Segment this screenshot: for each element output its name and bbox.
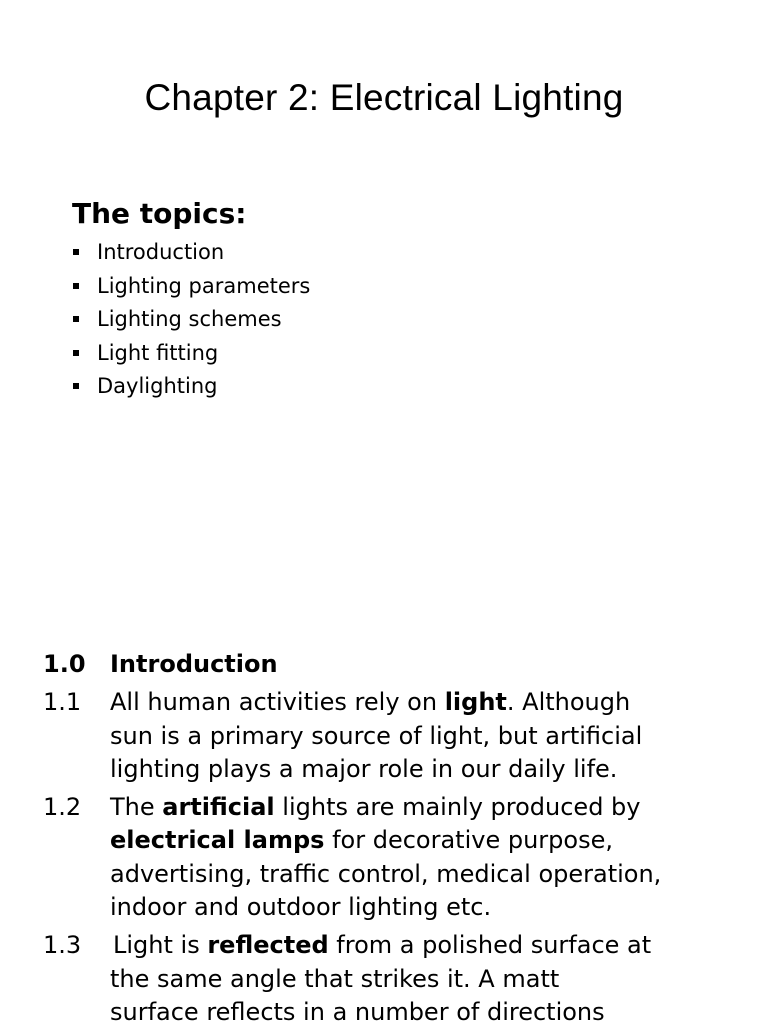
paragraph-line: surface reflects in a number of directions xyxy=(110,997,605,1024)
paragraph-number: 1.2 xyxy=(43,793,82,822)
paragraph-1-2 xyxy=(43,791,748,924)
paragraph-1-3 xyxy=(43,929,748,1024)
text-run: lights are mainly produced by xyxy=(274,793,641,822)
section-heading-row xyxy=(43,648,748,681)
text-run: All human activities rely on xyxy=(110,688,445,717)
text-run: Light is xyxy=(113,931,208,960)
topic-label: Daylighting xyxy=(97,374,218,398)
paragraph-line xyxy=(110,929,748,962)
topic-item xyxy=(72,271,310,305)
chapter-title: Chapter 2: Electrical Lighting xyxy=(144,77,624,118)
paragraph-line xyxy=(110,791,748,824)
paragraph-line: sun is a primary source of light, but artificial xyxy=(110,721,643,750)
topic-label: Lighting parameters xyxy=(97,273,311,298)
bold-term: reflected xyxy=(207,931,329,960)
text-run: . Although xyxy=(506,688,631,717)
section-number: 1.0 xyxy=(43,650,86,678)
topic-item xyxy=(72,304,310,338)
topics-list xyxy=(72,237,310,405)
bullet-icon xyxy=(73,350,79,356)
paragraph-line: the same angle that strikes it. A matt xyxy=(110,964,560,993)
paragraph-line xyxy=(110,824,748,857)
introduction-section xyxy=(43,648,748,1024)
bullet-icon xyxy=(73,316,79,322)
bold-term: artificial xyxy=(162,793,275,822)
topic-item xyxy=(72,237,310,271)
bold-term: electrical lamps xyxy=(110,826,325,855)
bold-term: light xyxy=(444,688,507,717)
topic-label: Light fitting xyxy=(97,340,219,365)
text-run: from a polished surface at xyxy=(328,931,652,960)
bullet-icon xyxy=(73,249,79,255)
bullet-icon xyxy=(73,383,79,389)
paragraph-line: lighting plays a major role in our daily life. xyxy=(110,754,618,783)
section-heading: Introduction xyxy=(110,650,278,678)
paragraph-line: indoor and outdoor lighting etc. xyxy=(110,893,492,922)
topics-heading: The topics: xyxy=(72,197,247,230)
paragraph-line xyxy=(110,686,748,719)
topic-label: Introduction xyxy=(97,240,225,264)
paragraph-1-1 xyxy=(43,686,748,786)
text-run: The xyxy=(110,793,163,822)
paragraph-number: 1.3 xyxy=(43,931,82,960)
topic-label: Lighting schemes xyxy=(97,307,282,331)
bullet-icon xyxy=(73,283,79,289)
paragraph-line: advertising, traffic control, medical operation, xyxy=(110,859,662,888)
text-run: for decorative purpose, xyxy=(324,826,613,855)
topic-item xyxy=(72,338,310,372)
paragraph-number: 1.1 xyxy=(43,688,82,717)
topic-item xyxy=(72,371,310,405)
